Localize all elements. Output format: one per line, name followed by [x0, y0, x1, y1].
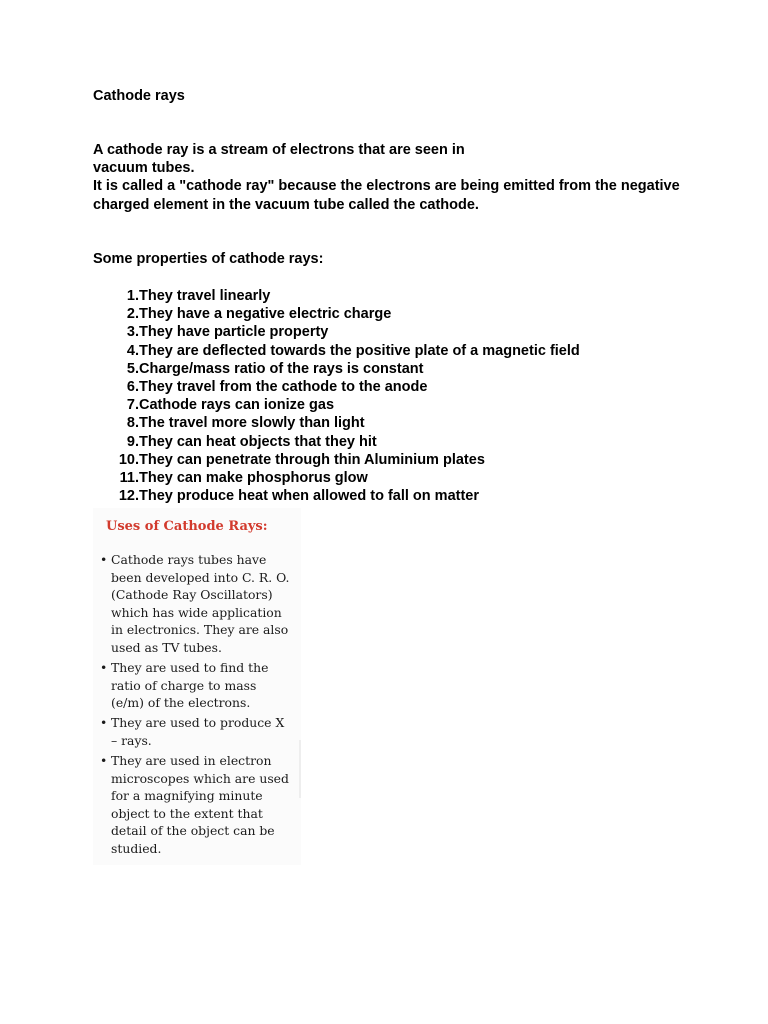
text-line: detail of the object can be	[111, 823, 275, 839]
list-number: 5.	[126, 360, 139, 377]
list-text	[111, 551, 296, 657]
bullet-icon: •	[100, 753, 108, 769]
list-number: 1.	[126, 288, 139, 304]
text-line: They are used to produce X	[111, 715, 285, 731]
list-text: They travel linearly	[139, 288, 271, 304]
text-line: ratio of charge to mass	[111, 677, 257, 693]
text-line: (e/m) of the electrons.	[111, 695, 251, 711]
list-text: They can make phosphorus glow	[139, 470, 368, 487]
list-text: They have a negative electric charge	[139, 306, 392, 323]
bullet-icon: •	[100, 552, 108, 567]
list-item	[100, 714, 296, 749]
list-text: They can heat objects that they hit	[139, 433, 377, 450]
list-number: 6.	[126, 379, 139, 396]
text-line: studied.	[111, 841, 162, 856]
list-number: 10.	[118, 451, 139, 468]
list-item	[93, 487, 580, 505]
uses-list	[100, 551, 296, 860]
intro-line: It is called a "cathode ray" because the electrons are being emitted from the negative	[93, 178, 680, 195]
list-item	[93, 451, 580, 469]
intro-paragraph	[93, 141, 693, 214]
list-number: 4.	[126, 342, 139, 359]
image-edge-divider	[299, 740, 301, 798]
bullet-icon: •	[100, 660, 108, 676]
list-text: They have particle property	[139, 324, 329, 341]
text-line: They are used to find the	[111, 660, 269, 676]
list-number: 8.	[126, 415, 139, 432]
properties-heading: Some properties of cathode rays:	[93, 251, 324, 267]
list-text	[111, 752, 296, 858]
bullet-icon: •	[100, 715, 108, 731]
list-text	[111, 659, 296, 712]
list-text: Charge/mass ratio of the rays is constant	[139, 360, 424, 377]
list-item	[93, 414, 580, 432]
intro-line: charged element in the vacuum tube called the cathode.	[93, 196, 479, 213]
list-item	[93, 378, 580, 396]
intro-line: vacuum tubes.	[93, 160, 195, 177]
list-number: 7.	[126, 397, 139, 414]
list-text: Cathode rays can ionize gas	[139, 397, 335, 414]
list-item	[93, 323, 580, 341]
document-title: Cathode rays	[93, 88, 185, 104]
text-line: – rays.	[111, 732, 152, 748]
list-text: They can penetrate through thin Aluminium plates	[139, 451, 485, 468]
list-item	[93, 305, 580, 323]
text-line: which has wide application	[111, 604, 282, 620]
text-line: microscopes which are used	[111, 770, 289, 786]
list-item	[93, 287, 580, 305]
list-text: The travel more slowly than light	[139, 415, 365, 432]
text-line: They are used in electron	[111, 753, 272, 769]
text-line: Cathode rays tubes have	[111, 552, 267, 567]
list-number: 12.	[118, 488, 139, 505]
text-line: been developed into C. R. O.	[111, 569, 290, 585]
text-line: object to the extent that	[111, 805, 263, 821]
properties-list	[93, 287, 580, 505]
list-item	[93, 433, 580, 451]
list-number: 11.	[119, 470, 139, 487]
list-number: 3.	[126, 324, 139, 341]
text-line: for a magnifying minute	[111, 788, 263, 804]
list-text: They travel from the cathode to the anode	[139, 379, 428, 396]
list-number: 2.	[126, 306, 139, 323]
list-item	[100, 551, 296, 657]
intro-line: A cathode ray is a stream of electrons that are seen in	[93, 142, 465, 158]
list-number: 9.	[126, 433, 139, 450]
list-text: They are deflected towards the positive plate of a magnetic field	[139, 342, 580, 359]
list-text	[111, 714, 296, 749]
list-item	[100, 659, 296, 712]
list-text: They produce heat when allowed to fall on matter	[139, 488, 479, 505]
list-item	[100, 752, 296, 858]
list-item	[93, 396, 580, 414]
text-line: in electronics. They are also	[111, 622, 289, 638]
list-item	[93, 469, 580, 487]
text-line: used as TV tubes.	[111, 639, 222, 655]
uses-heading: Uses of Cathode Rays:	[106, 519, 268, 534]
text-line: (Cathode Ray Oscillators)	[111, 587, 273, 603]
list-item	[93, 360, 580, 378]
list-item	[93, 342, 580, 360]
